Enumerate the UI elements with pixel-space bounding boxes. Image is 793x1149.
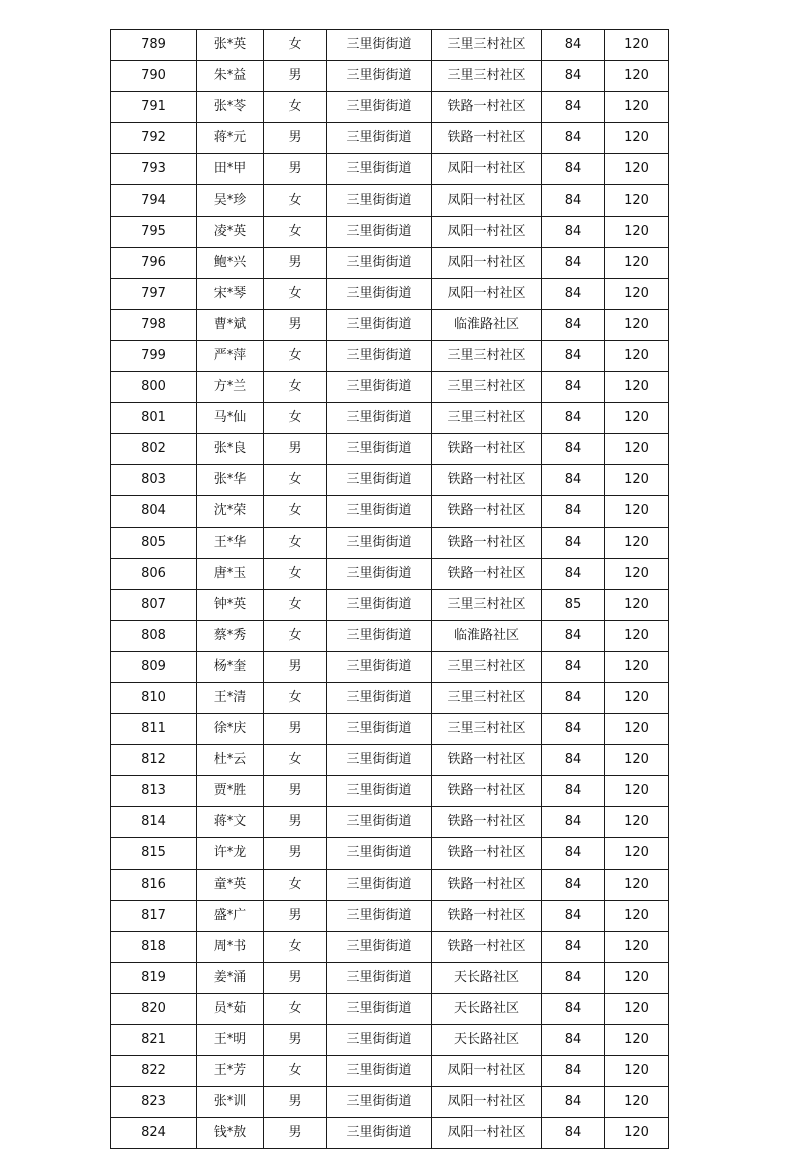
street-cell: 三里街街道: [327, 931, 432, 962]
gender-cell: 男: [264, 962, 327, 993]
age-cell: 84: [542, 247, 605, 278]
row-number-cell: 793: [111, 154, 197, 185]
amount-cell: 120: [605, 869, 669, 900]
row-number-cell: 794: [111, 185, 197, 216]
name-cell: 宋*琴: [197, 278, 264, 309]
gender-cell: 女: [264, 216, 327, 247]
amount-cell: 120: [605, 589, 669, 620]
roster-table-body: [111, 30, 669, 1149]
age-cell: 84: [542, 838, 605, 869]
community-cell: 铁路一村社区: [432, 123, 542, 154]
community-cell: 凤阳一村社区: [432, 278, 542, 309]
gender-cell: 女: [264, 589, 327, 620]
gender-cell: 女: [264, 1056, 327, 1087]
table-row: [111, 900, 669, 931]
community-cell: 铁路一村社区: [432, 807, 542, 838]
amount-cell: 120: [605, 465, 669, 496]
table-row: [111, 465, 669, 496]
name-cell: 徐*庆: [197, 714, 264, 745]
amount-cell: 120: [605, 278, 669, 309]
age-cell: 84: [542, 745, 605, 776]
name-cell: 杨*奎: [197, 651, 264, 682]
row-number-cell: 814: [111, 807, 197, 838]
age-cell: 84: [542, 340, 605, 371]
amount-cell: 120: [605, 496, 669, 527]
street-cell: 三里街街道: [327, 620, 432, 651]
gender-cell: 女: [264, 931, 327, 962]
row-number-cell: 796: [111, 247, 197, 278]
gender-cell: 男: [264, 61, 327, 92]
name-cell: 王*芳: [197, 1056, 264, 1087]
street-cell: 三里街街道: [327, 403, 432, 434]
gender-cell: 女: [264, 745, 327, 776]
name-cell: 钱*敖: [197, 1118, 264, 1149]
community-cell: 凤阳一村社区: [432, 1118, 542, 1149]
amount-cell: 120: [605, 340, 669, 371]
name-cell: 王*明: [197, 1025, 264, 1056]
street-cell: 三里街街道: [327, 372, 432, 403]
table-row: [111, 714, 669, 745]
gender-cell: 男: [264, 651, 327, 682]
community-cell: 三里三村社区: [432, 589, 542, 620]
street-cell: 三里街街道: [327, 434, 432, 465]
table-row: [111, 123, 669, 154]
amount-cell: 120: [605, 185, 669, 216]
amount-cell: 120: [605, 247, 669, 278]
age-cell: 84: [542, 900, 605, 931]
name-cell: 盛*广: [197, 900, 264, 931]
table-row: [111, 1025, 669, 1056]
street-cell: 三里街街道: [327, 589, 432, 620]
amount-cell: 120: [605, 1025, 669, 1056]
amount-cell: 120: [605, 745, 669, 776]
name-cell: 蒋*元: [197, 123, 264, 154]
street-cell: 三里街街道: [327, 185, 432, 216]
age-cell: 84: [542, 30, 605, 61]
age-cell: 84: [542, 869, 605, 900]
street-cell: 三里街街道: [327, 527, 432, 558]
gender-cell: 女: [264, 869, 327, 900]
name-cell: 贾*胜: [197, 776, 264, 807]
gender-cell: 男: [264, 434, 327, 465]
table-row: [111, 247, 669, 278]
street-cell: 三里街街道: [327, 30, 432, 61]
community-cell: 铁路一村社区: [432, 496, 542, 527]
street-cell: 三里街街道: [327, 247, 432, 278]
community-cell: 凤阳一村社区: [432, 185, 542, 216]
gender-cell: 男: [264, 807, 327, 838]
amount-cell: 120: [605, 372, 669, 403]
gender-cell: 女: [264, 620, 327, 651]
gender-cell: 女: [264, 558, 327, 589]
row-number-cell: 789: [111, 30, 197, 61]
age-cell: 84: [542, 931, 605, 962]
age-cell: 84: [542, 154, 605, 185]
row-number-cell: 798: [111, 309, 197, 340]
name-cell: 马*仙: [197, 403, 264, 434]
name-cell: 方*兰: [197, 372, 264, 403]
row-number-cell: 808: [111, 620, 197, 651]
street-cell: 三里街街道: [327, 714, 432, 745]
age-cell: 84: [542, 714, 605, 745]
community-cell: 三里三村社区: [432, 340, 542, 371]
row-number-cell: 809: [111, 651, 197, 682]
amount-cell: 120: [605, 123, 669, 154]
amount-cell: 120: [605, 931, 669, 962]
gender-cell: 男: [264, 900, 327, 931]
row-number-cell: 818: [111, 931, 197, 962]
row-number-cell: 822: [111, 1056, 197, 1087]
gender-cell: 女: [264, 403, 327, 434]
name-cell: 蔡*秀: [197, 620, 264, 651]
table-row: [111, 434, 669, 465]
age-cell: 84: [542, 558, 605, 589]
amount-cell: 120: [605, 30, 669, 61]
table-row: [111, 340, 669, 371]
table-row: [111, 1118, 669, 1149]
community-cell: 天长路社区: [432, 962, 542, 993]
gender-cell: 男: [264, 123, 327, 154]
community-cell: 三里三村社区: [432, 30, 542, 61]
row-number-cell: 797: [111, 278, 197, 309]
gender-cell: 女: [264, 278, 327, 309]
name-cell: 周*书: [197, 931, 264, 962]
amount-cell: 120: [605, 682, 669, 713]
gender-cell: 女: [264, 30, 327, 61]
age-cell: 84: [542, 123, 605, 154]
name-cell: 童*英: [197, 869, 264, 900]
age-cell: 84: [542, 1118, 605, 1149]
community-cell: 铁路一村社区: [432, 900, 542, 931]
community-cell: 铁路一村社区: [432, 931, 542, 962]
street-cell: 三里街街道: [327, 651, 432, 682]
name-cell: 蒋*文: [197, 807, 264, 838]
row-number-cell: 807: [111, 589, 197, 620]
street-cell: 三里街街道: [327, 838, 432, 869]
gender-cell: 女: [264, 92, 327, 123]
name-cell: 朱*益: [197, 61, 264, 92]
street-cell: 三里街街道: [327, 154, 432, 185]
row-number-cell: 812: [111, 745, 197, 776]
row-number-cell: 800: [111, 372, 197, 403]
gender-cell: 女: [264, 185, 327, 216]
street-cell: 三里街街道: [327, 465, 432, 496]
name-cell: 严*萍: [197, 340, 264, 371]
age-cell: 84: [542, 993, 605, 1024]
name-cell: 曹*斌: [197, 309, 264, 340]
table-row: [111, 838, 669, 869]
street-cell: 三里街街道: [327, 1118, 432, 1149]
gender-cell: 男: [264, 1087, 327, 1118]
table-row: [111, 185, 669, 216]
row-number-cell: 799: [111, 340, 197, 371]
table-row: [111, 776, 669, 807]
street-cell: 三里街街道: [327, 869, 432, 900]
age-cell: 84: [542, 1087, 605, 1118]
gender-cell: 男: [264, 247, 327, 278]
age-cell: 84: [542, 776, 605, 807]
row-number-cell: 792: [111, 123, 197, 154]
amount-cell: 120: [605, 216, 669, 247]
amount-cell: 120: [605, 620, 669, 651]
name-cell: 张*苓: [197, 92, 264, 123]
amount-cell: 120: [605, 154, 669, 185]
table-row: [111, 496, 669, 527]
street-cell: 三里街街道: [327, 92, 432, 123]
name-cell: 张*良: [197, 434, 264, 465]
table-row: [111, 154, 669, 185]
street-cell: 三里街街道: [327, 962, 432, 993]
community-cell: 铁路一村社区: [432, 434, 542, 465]
name-cell: 沈*荣: [197, 496, 264, 527]
community-cell: 天长路社区: [432, 1025, 542, 1056]
street-cell: 三里街街道: [327, 1025, 432, 1056]
table-row: [111, 278, 669, 309]
table-row: [111, 61, 669, 92]
community-cell: 铁路一村社区: [432, 527, 542, 558]
gender-cell: 女: [264, 372, 327, 403]
age-cell: 84: [542, 403, 605, 434]
table-row: [111, 807, 669, 838]
gender-cell: 男: [264, 776, 327, 807]
community-cell: 临淮路社区: [432, 309, 542, 340]
amount-cell: 120: [605, 962, 669, 993]
row-number-cell: 816: [111, 869, 197, 900]
gender-cell: 男: [264, 1118, 327, 1149]
table-row: [111, 993, 669, 1024]
name-cell: 田*甲: [197, 154, 264, 185]
age-cell: 85: [542, 589, 605, 620]
age-cell: 84: [542, 496, 605, 527]
table-row: [111, 309, 669, 340]
amount-cell: 120: [605, 434, 669, 465]
row-number-cell: 790: [111, 61, 197, 92]
name-cell: 杜*云: [197, 745, 264, 776]
age-cell: 84: [542, 372, 605, 403]
community-cell: 临淮路社区: [432, 620, 542, 651]
community-cell: 天长路社区: [432, 993, 542, 1024]
row-number-cell: 819: [111, 962, 197, 993]
street-cell: 三里街街道: [327, 1056, 432, 1087]
community-cell: 凤阳一村社区: [432, 1087, 542, 1118]
age-cell: 84: [542, 309, 605, 340]
street-cell: 三里街街道: [327, 496, 432, 527]
age-cell: 84: [542, 1025, 605, 1056]
amount-cell: 120: [605, 838, 669, 869]
row-number-cell: 823: [111, 1087, 197, 1118]
roster-table: [110, 29, 669, 1149]
gender-cell: 男: [264, 309, 327, 340]
row-number-cell: 813: [111, 776, 197, 807]
table-row: [111, 682, 669, 713]
street-cell: 三里街街道: [327, 216, 432, 247]
age-cell: 84: [542, 651, 605, 682]
amount-cell: 120: [605, 1118, 669, 1149]
name-cell: 王*清: [197, 682, 264, 713]
name-cell: 姜*涌: [197, 962, 264, 993]
row-number-cell: 806: [111, 558, 197, 589]
row-number-cell: 821: [111, 1025, 197, 1056]
amount-cell: 120: [605, 776, 669, 807]
community-cell: 三里三村社区: [432, 651, 542, 682]
community-cell: 三里三村社区: [432, 61, 542, 92]
amount-cell: 120: [605, 558, 669, 589]
table-row: [111, 745, 669, 776]
row-number-cell: 811: [111, 714, 197, 745]
table-row: [111, 92, 669, 123]
amount-cell: 120: [605, 403, 669, 434]
amount-cell: 120: [605, 1056, 669, 1087]
gender-cell: 男: [264, 838, 327, 869]
gender-cell: 女: [264, 993, 327, 1024]
community-cell: 三里三村社区: [432, 403, 542, 434]
age-cell: 84: [542, 185, 605, 216]
community-cell: 铁路一村社区: [432, 776, 542, 807]
name-cell: 张*华: [197, 465, 264, 496]
age-cell: 84: [542, 682, 605, 713]
age-cell: 84: [542, 278, 605, 309]
amount-cell: 120: [605, 900, 669, 931]
community-cell: 铁路一村社区: [432, 465, 542, 496]
row-number-cell: 815: [111, 838, 197, 869]
gender-cell: 男: [264, 154, 327, 185]
community-cell: 三里三村社区: [432, 714, 542, 745]
table-row: [111, 216, 669, 247]
amount-cell: 120: [605, 993, 669, 1024]
street-cell: 三里街街道: [327, 278, 432, 309]
street-cell: 三里街街道: [327, 993, 432, 1024]
community-cell: 铁路一村社区: [432, 558, 542, 589]
community-cell: 凤阳一村社区: [432, 1056, 542, 1087]
row-number-cell: 791: [111, 92, 197, 123]
table-row: [111, 527, 669, 558]
age-cell: 84: [542, 61, 605, 92]
table-row: [111, 558, 669, 589]
community-cell: 凤阳一村社区: [432, 154, 542, 185]
age-cell: 84: [542, 92, 605, 123]
table-row: [111, 651, 669, 682]
amount-cell: 120: [605, 309, 669, 340]
row-number-cell: 810: [111, 682, 197, 713]
row-number-cell: 805: [111, 527, 197, 558]
name-cell: 唐*玉: [197, 558, 264, 589]
gender-cell: 男: [264, 1025, 327, 1056]
street-cell: 三里街街道: [327, 807, 432, 838]
table-row: [111, 962, 669, 993]
age-cell: 84: [542, 962, 605, 993]
age-cell: 84: [542, 527, 605, 558]
gender-cell: 女: [264, 682, 327, 713]
name-cell: 凌*英: [197, 216, 264, 247]
name-cell: 吴*珍: [197, 185, 264, 216]
row-number-cell: 817: [111, 900, 197, 931]
table-row: [111, 620, 669, 651]
age-cell: 84: [542, 465, 605, 496]
street-cell: 三里街街道: [327, 61, 432, 92]
age-cell: 84: [542, 216, 605, 247]
name-cell: 许*龙: [197, 838, 264, 869]
table-row: [111, 30, 669, 61]
street-cell: 三里街街道: [327, 776, 432, 807]
street-cell: 三里街街道: [327, 682, 432, 713]
table-row: [111, 589, 669, 620]
amount-cell: 120: [605, 92, 669, 123]
row-number-cell: 820: [111, 993, 197, 1024]
row-number-cell: 795: [111, 216, 197, 247]
table-row: [111, 1056, 669, 1087]
age-cell: 84: [542, 1056, 605, 1087]
community-cell: 铁路一村社区: [432, 745, 542, 776]
street-cell: 三里街街道: [327, 900, 432, 931]
table-row: [111, 931, 669, 962]
age-cell: 84: [542, 434, 605, 465]
community-cell: 铁路一村社区: [432, 869, 542, 900]
row-number-cell: 801: [111, 403, 197, 434]
age-cell: 84: [542, 620, 605, 651]
row-number-cell: 804: [111, 496, 197, 527]
street-cell: 三里街街道: [327, 309, 432, 340]
name-cell: 张*英: [197, 30, 264, 61]
amount-cell: 120: [605, 61, 669, 92]
street-cell: 三里街街道: [327, 1087, 432, 1118]
street-cell: 三里街街道: [327, 340, 432, 371]
table-row: [111, 869, 669, 900]
name-cell: 王*华: [197, 527, 264, 558]
amount-cell: 120: [605, 527, 669, 558]
amount-cell: 120: [605, 807, 669, 838]
amount-cell: 120: [605, 1087, 669, 1118]
community-cell: 铁路一村社区: [432, 838, 542, 869]
name-cell: 鲍*兴: [197, 247, 264, 278]
gender-cell: 女: [264, 527, 327, 558]
street-cell: 三里街街道: [327, 558, 432, 589]
gender-cell: 女: [264, 340, 327, 371]
gender-cell: 男: [264, 714, 327, 745]
row-number-cell: 803: [111, 465, 197, 496]
name-cell: 员*茹: [197, 993, 264, 1024]
name-cell: 钟*英: [197, 589, 264, 620]
row-number-cell: 824: [111, 1118, 197, 1149]
age-cell: 84: [542, 807, 605, 838]
community-cell: 三里三村社区: [432, 372, 542, 403]
name-cell: 张*训: [197, 1087, 264, 1118]
gender-cell: 女: [264, 496, 327, 527]
street-cell: 三里街街道: [327, 745, 432, 776]
street-cell: 三里街街道: [327, 123, 432, 154]
amount-cell: 120: [605, 714, 669, 745]
community-cell: 凤阳一村社区: [432, 216, 542, 247]
community-cell: 凤阳一村社区: [432, 247, 542, 278]
community-cell: 铁路一村社区: [432, 92, 542, 123]
gender-cell: 女: [264, 465, 327, 496]
community-cell: 三里三村社区: [432, 682, 542, 713]
amount-cell: 120: [605, 651, 669, 682]
row-number-cell: 802: [111, 434, 197, 465]
table-row: [111, 1087, 669, 1118]
table-row: [111, 372, 669, 403]
table-row: [111, 403, 669, 434]
